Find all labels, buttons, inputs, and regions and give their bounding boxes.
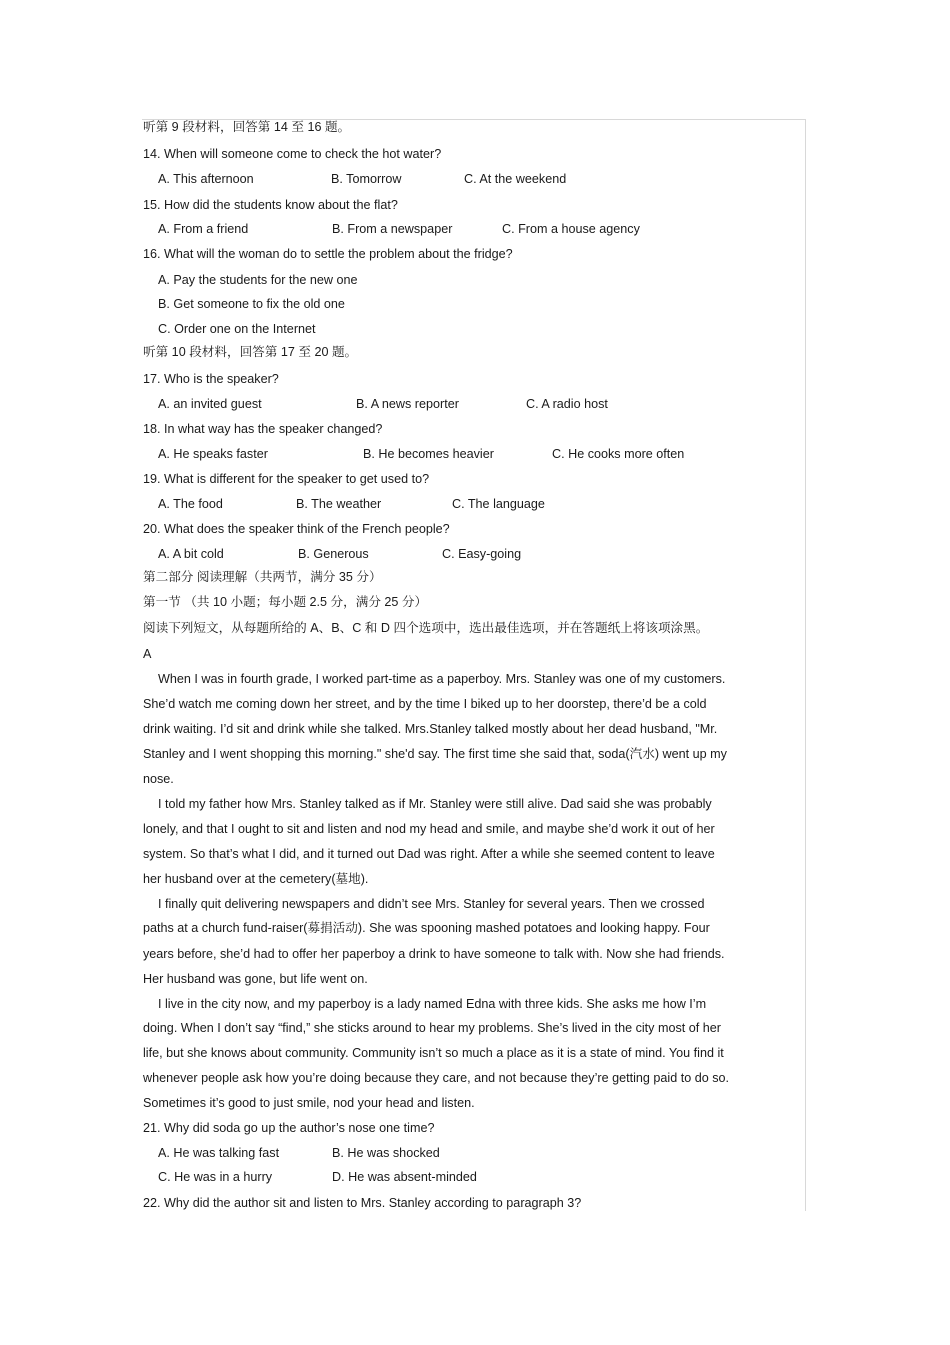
section-heading-10: 听第 10 段材料，回答第 17 至 20 题。 bbox=[143, 345, 358, 359]
question-18: 18. In what way has the speaker changed? bbox=[143, 422, 383, 436]
option-20c: C. Easy-going bbox=[442, 547, 522, 561]
option-21c: C. He was in a hurry bbox=[158, 1170, 273, 1184]
option-16b: B. Get someone to fix the old one bbox=[158, 297, 345, 311]
passage-line: lonely, and that I ought to sit and listen and nod my head and smile, and maybe she’d work it out of her bbox=[143, 822, 715, 836]
passage-line: system. So that’s what I did, and it turned out Dad was right. After a while she seemed content to leave bbox=[143, 847, 715, 861]
option-19b: B. The weather bbox=[296, 497, 382, 511]
option-15b: B. From a newspaper bbox=[332, 222, 453, 236]
reading-instructions: 阅读下列短文，从每题所给的 A、B、C 和 D 四个选项中，选出最佳选项，并在答题纸上将该项涂黑。 bbox=[143, 621, 709, 635]
question-17: 17. Who is the speaker? bbox=[143, 372, 279, 386]
question-22: 22. Why did the author sit and listen to Mrs. Stanley according to paragraph 3? bbox=[143, 1196, 582, 1210]
option-21b: B. He was shocked bbox=[332, 1146, 440, 1160]
option-18b: B. He becomes heavier bbox=[363, 447, 494, 461]
passage-line: Her husband was gone, but life went on. bbox=[143, 972, 368, 986]
option-17b: B. A news reporter bbox=[356, 397, 459, 411]
passage-line: paths at a church fund-raiser(募捐活动). She was spooning mashed potatoes and looking happy. Four bbox=[143, 921, 710, 935]
question-15: 15. How did the students know about the flat? bbox=[143, 198, 398, 212]
passage-line: drink waiting. I’d sit and drink while she talked. Mrs.Stanley talked mostly about her dead husband, "Mr. bbox=[143, 722, 718, 736]
passage-line: I live in the city now, and my paperboy is a lady named Edna with three kids. She asks me how I’m bbox=[158, 997, 707, 1011]
option-20a: A. A bit cold bbox=[158, 547, 224, 561]
passage-line: doing. When I don’t say “find,” she sticks around to hear my problems. She’s lived in the city most of her bbox=[143, 1021, 721, 1035]
passage-line: When I was in fourth grade, I worked part-time as a paperboy. Mrs. Stanley was one of my customers. bbox=[158, 672, 726, 686]
passage-line: Sometimes it’s good to just smile, nod your head and listen. bbox=[143, 1096, 475, 1110]
option-15c: C. From a house agency bbox=[502, 222, 640, 236]
question-19: 19. What is different for the speaker to get used to? bbox=[143, 472, 430, 486]
option-21d: D. He was absent-minded bbox=[332, 1170, 477, 1184]
section-heading-9: 听第 9 段材料，回答第 14 至 16 题。 bbox=[143, 120, 351, 134]
option-18c: C. He cooks more often bbox=[552, 447, 685, 461]
question-14: 14. When will someone come to check the hot water? bbox=[143, 147, 442, 161]
option-17c: C. A radio host bbox=[526, 397, 608, 411]
passage-line: years before, she’d had to offer her paperboy a drink to have someone to talk with. Now she had friends. bbox=[143, 947, 725, 961]
passage-line: her husband over at the cemetery(墓地). bbox=[143, 872, 369, 886]
option-15a: A. From a friend bbox=[158, 222, 249, 236]
passage-line: life, but she knows about community. Community isn’t so much a place as it is a state of mind. You find it bbox=[143, 1046, 724, 1060]
option-21a: A. He was talking fast bbox=[158, 1146, 280, 1160]
option-19a: A. The food bbox=[158, 497, 223, 511]
option-17a: A. an invited guest bbox=[158, 397, 262, 411]
section-one-heading: 第一节 （共 10 小题；每小题 2.5 分，满分 25 分） bbox=[143, 595, 428, 609]
option-18a: A. He speaks faster bbox=[158, 447, 268, 461]
passage-line: I told my father how Mrs. Stanley talked as if Mr. Stanley were still alive. Dad said she was probably bbox=[158, 797, 712, 811]
passage-line: nose. bbox=[143, 772, 174, 786]
option-14a: A. This afternoon bbox=[158, 172, 254, 186]
passage-line: She’d watch me coming down her street, and by the time I biked up to her doorstep, there’d be a cold bbox=[143, 697, 707, 711]
question-20: 20. What does the speaker think of the French people? bbox=[143, 522, 450, 536]
option-14b: B. Tomorrow bbox=[331, 172, 402, 186]
option-16a: A. Pay the students for the new one bbox=[158, 273, 358, 287]
passage-line: I finally quit delivering newspapers and didn’t see Mrs. Stanley for several years. Then we crossed bbox=[158, 897, 705, 911]
option-19c: C. The language bbox=[452, 497, 545, 511]
passage-line: Stanley and I went shopping this morning." she'd say. The first time she said that, soda(汽水) went up my bbox=[143, 747, 727, 761]
option-14c: C. At the weekend bbox=[464, 172, 567, 186]
passage-line: whenever people ask how you’re doing because they care, and not because they’re getting paid to do so. bbox=[143, 1071, 730, 1085]
option-20b: B. Generous bbox=[298, 547, 369, 561]
part-two-heading: 第二部分 阅读理解（共两节，满分 35 分） bbox=[143, 570, 382, 584]
passage-label: A bbox=[143, 647, 152, 661]
question-16: 16. What will the woman do to settle the problem about the fridge? bbox=[143, 247, 513, 261]
option-16c: C. Order one on the Internet bbox=[158, 322, 316, 336]
question-21: 21. Why did soda go up the author’s nose one time? bbox=[143, 1121, 435, 1135]
